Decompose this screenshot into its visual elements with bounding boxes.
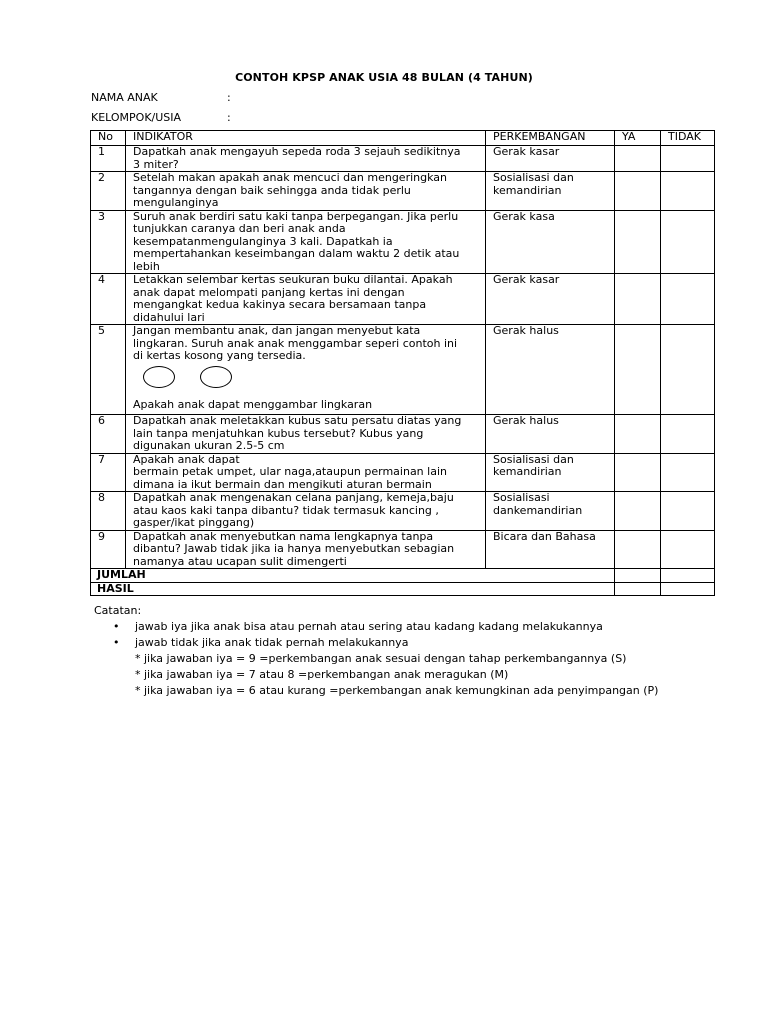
perkembangan-line: kemandirian — [493, 465, 562, 478]
indikator-line: kesempatanmengulanginya 3 kali. Dapatkah ia — [133, 234, 393, 248]
field-label: KELOMPOK/USIA — [91, 111, 182, 124]
indikator-line: digunakan ukuran 2.5-5 cm — [133, 439, 285, 452]
table-header-row — [91, 131, 715, 146]
tidak-cell[interactable] — [661, 210, 715, 274]
indikator-line: atau kaos kaki tanpa dibantu? tidak termasuk kancing , — [133, 503, 439, 517]
row-number: 2 — [91, 172, 126, 211]
bullet-symbol: • — [113, 636, 120, 649]
criteria-line: * jika jawaban iya = 9 =perkembangan anak sesuai dengan tahap perkembangannya (S) — [135, 652, 627, 665]
perkembangan-cell — [486, 325, 615, 415]
table-row — [91, 172, 715, 211]
hasil-label: HASIL — [91, 582, 615, 596]
row-number: 1 — [91, 146, 126, 172]
jumlah-ya-cell[interactable] — [615, 569, 661, 583]
header-ya: YA — [615, 131, 661, 146]
indikator-line: 3 miter? — [133, 157, 179, 171]
indikator-cell — [126, 325, 486, 415]
indikator-line: Letakkan selembar kertas seukuran buku dilantai. Apakah — [133, 273, 453, 286]
bullet-symbol: • — [113, 620, 120, 633]
perkembangan-cell — [486, 146, 615, 172]
table-row — [91, 530, 715, 569]
note-text: jawab tidak jika anak tidak pernah melakukannya — [135, 636, 409, 649]
perkembangan-line: Bicara dan Bahasa — [493, 529, 596, 543]
ya-cell[interactable] — [615, 530, 661, 569]
document-title: CONTOH KPSP ANAK USIA 48 BULAN (4 TAHUN) — [235, 71, 533, 84]
indikator-line: mempertahankan keseimbangan dalam waktu 2 detik atau — [133, 247, 460, 260]
table-row — [91, 492, 715, 531]
tidak-cell[interactable] — [661, 146, 715, 172]
note-text: jawab iya jika anak bisa atau pernah atau sering atau kadang kadang melakukannya — [135, 620, 603, 633]
perkembangan-line: Sosialisasi dan — [493, 452, 574, 466]
indikator-line: Dapatkah anak meletakkan kubus satu persatu diatas yang — [133, 414, 462, 427]
header-perkembangan: PERKEMBANGAN — [486, 131, 615, 146]
ya-cell[interactable] — [615, 274, 661, 325]
example-circles-drawing — [133, 363, 485, 399]
perkembangan-cell — [486, 210, 615, 274]
indikator-line: lebih — [133, 259, 160, 273]
table-row — [91, 210, 715, 274]
indikator-cell — [126, 146, 486, 172]
ya-cell[interactable] — [615, 492, 661, 531]
perkembangan-line: Gerak halus — [493, 324, 559, 337]
tidak-cell[interactable] — [661, 325, 715, 415]
field-nama-anak — [91, 91, 231, 104]
notes-section — [94, 603, 658, 699]
indikator-line: Apakah anak dapat menggambar lingkaran — [133, 397, 373, 411]
circle-shape — [200, 366, 232, 388]
indikator-line: Setelah makan apakah anak mencuci dan mengeringkan — [133, 171, 447, 184]
indikator-line: tangannya dengan baik sehingga anda tidak perlu — [133, 183, 411, 197]
hasil-ya-cell[interactable] — [615, 582, 661, 596]
field-label: NAMA ANAK — [91, 91, 158, 104]
indikator-line: tunjukkan caranya dan beri anak anda — [133, 222, 346, 235]
indikator-line: Dapatkah anak menyebutkan nama lengkapnya tanpa — [133, 529, 434, 543]
field-separator: : — [227, 111, 231, 124]
perkembangan-line: Gerak kasa — [493, 209, 555, 223]
perkembangan-line: dankemandirian — [493, 503, 583, 517]
row-number: 3 — [91, 210, 126, 274]
indikator-line: di kertas kosong yang tersedia. — [133, 349, 306, 362]
perkembangan-line: Sosialisasi — [493, 491, 550, 504]
table-row — [91, 274, 715, 325]
row-number: 7 — [91, 453, 126, 492]
tidak-cell[interactable] — [661, 274, 715, 325]
circle-shape — [143, 366, 175, 388]
perkembangan-line: Gerak halus — [493, 414, 559, 427]
ya-cell[interactable] — [615, 325, 661, 415]
row-number: 5 — [91, 325, 126, 415]
indikator-line: Dapatkah anak mengayuh sepeda roda 3 sejauh sedikitnya — [133, 145, 461, 158]
jumlah-row — [91, 569, 715, 583]
indikator-cell — [126, 172, 486, 211]
ya-cell[interactable] — [615, 146, 661, 172]
tidak-cell[interactable] — [661, 530, 715, 569]
indikator-line: dimana ia ikut bermain dan mengikuti aturan bermain — [133, 477, 432, 491]
row-number: 4 — [91, 274, 126, 325]
indikator-line: bermain petak umpet, ular naga,ataupun permainan lain — [133, 465, 447, 478]
tidak-cell[interactable] — [661, 453, 715, 492]
note-bullet — [94, 619, 658, 635]
hasil-tidak-cell[interactable] — [661, 582, 715, 596]
tidak-cell[interactable] — [661, 415, 715, 454]
indikator-line: anak dapat melompati panjang kertas ini dengan — [133, 285, 405, 299]
header-no: No — [91, 131, 126, 146]
table-row — [91, 146, 715, 172]
note-bullet — [94, 635, 658, 651]
indikator-cell — [126, 274, 486, 325]
indikator-line: gasper/ikat pinggang) — [133, 516, 255, 529]
ya-cell[interactable] — [615, 415, 661, 454]
criteria-line: * jika jawaban iya = 7 atau 8 =perkembangan anak meragukan (M) — [135, 668, 509, 681]
indikator-line: dibantu? Jawab tidak jika ia hanya menyebutkan sebagian — [133, 542, 455, 555]
jumlah-tidak-cell[interactable] — [661, 569, 715, 583]
ya-cell[interactable] — [615, 453, 661, 492]
perkembangan-line: Sosialisasi dan — [493, 171, 574, 184]
indikator-line: mengulanginya — [133, 196, 219, 209]
indikator-cell — [126, 415, 486, 454]
row-number: 8 — [91, 492, 126, 531]
kpsp-table — [90, 130, 715, 596]
indikator-line: Suruh anak berdiri satu kaki tanpa berpegangan. Jika perlu — [133, 209, 459, 223]
field-separator: : — [227, 91, 231, 104]
indikator-line: Jangan membantu anak, dan jangan menyebut kata — [133, 324, 421, 337]
tidak-cell[interactable] — [661, 492, 715, 531]
header-tidak: TIDAK — [661, 131, 715, 146]
indikator-line: Apakah anak dapat — [133, 452, 240, 466]
perkembangan-cell — [486, 274, 615, 325]
indikator-line: Dapatkah anak mengenakan celana panjang, kemeja,baju — [133, 491, 454, 504]
indikator-line: lingkaran. Suruh anak anak menggambar seperi contoh ini — [133, 336, 458, 350]
row-number: 6 — [91, 415, 126, 454]
perkembangan-cell — [486, 453, 615, 492]
tidak-cell[interactable] — [661, 172, 715, 211]
perkembangan-cell — [486, 415, 615, 454]
criteria-line: * jika jawaban iya = 6 atau kurang =perkembangan anak kemungkinan ada penyimpangan (P) — [135, 684, 659, 697]
table-row — [91, 325, 715, 415]
indikator-cell — [126, 453, 486, 492]
perkembangan-line: Gerak kasar — [493, 273, 560, 286]
table-row — [91, 453, 715, 492]
notes-heading: Catatan: — [94, 604, 142, 617]
perkembangan-cell — [486, 172, 615, 211]
field-kelompok-usia — [91, 111, 231, 124]
perkembangan-cell — [486, 492, 615, 531]
indikator-line: didahului lari — [133, 310, 205, 324]
header-indikator: INDIKATOR — [126, 131, 486, 146]
indikator-cell — [126, 210, 486, 274]
perkembangan-line: kemandirian — [493, 183, 562, 197]
table-row — [91, 415, 715, 454]
indikator-cell — [126, 530, 486, 569]
indikator-line: mengangkat kedua kakinya secara bersamaan tanpa — [133, 298, 427, 311]
indikator-line: namanya atau ucapan sulit dimengerti — [133, 554, 347, 568]
hasil-row — [91, 582, 715, 596]
indikator-cell — [126, 492, 486, 531]
ya-cell[interactable] — [615, 172, 661, 211]
perkembangan-line: Gerak kasar — [493, 145, 560, 158]
perkembangan-cell — [486, 530, 615, 569]
indikator-line: lain tanpa menjatuhkan kubus tersebut? Kubus yang — [133, 426, 424, 440]
jumlah-label: JUMLAH — [91, 569, 615, 583]
row-number: 9 — [91, 530, 126, 569]
ya-cell[interactable] — [615, 210, 661, 274]
